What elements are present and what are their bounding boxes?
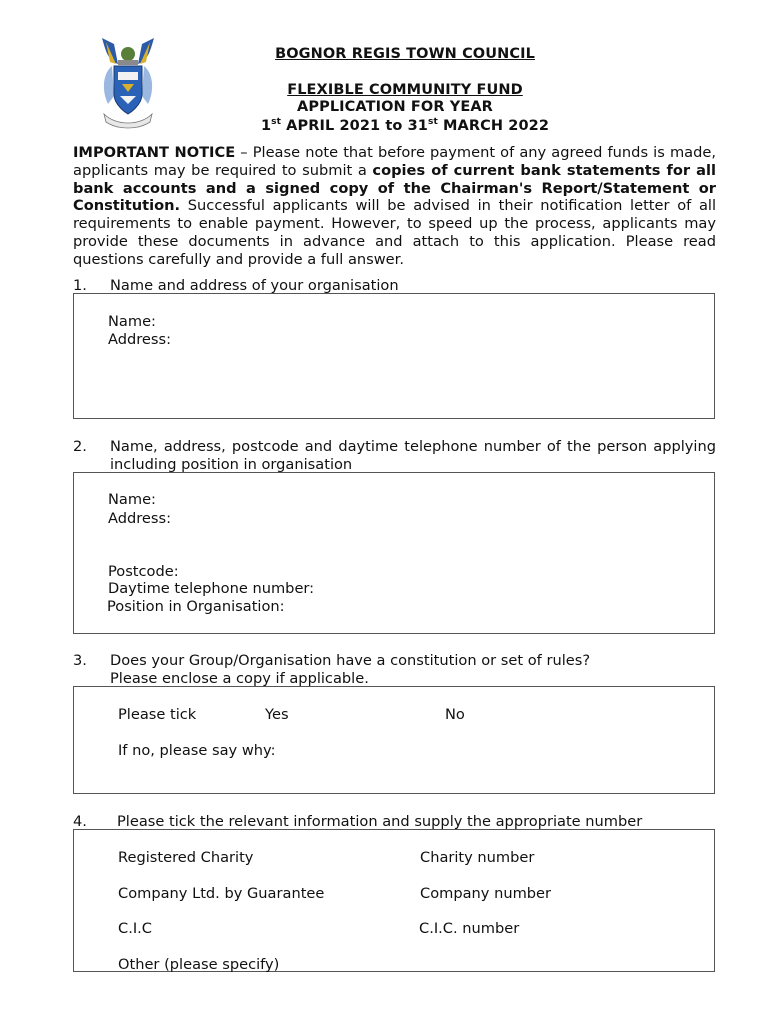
question-4-text: Please tick the relevant information and supply the appropriate number bbox=[117, 813, 643, 830]
cic-number-label: C.I.C. number bbox=[419, 920, 520, 937]
company-guarantee-option[interactable]: Company Ltd. by Guarantee bbox=[118, 885, 325, 902]
question-4-number: 4. bbox=[73, 813, 87, 830]
council-title: BOGNOR REGIS TOWN COUNCIL bbox=[275, 46, 535, 62]
please-tick-label: Please tick bbox=[118, 706, 197, 723]
question-2-number: 2. bbox=[73, 438, 87, 455]
question-3-number: 3. bbox=[73, 652, 87, 669]
question-1-text: Name and address of your organisation bbox=[110, 277, 399, 294]
no-option[interactable]: No bbox=[445, 706, 465, 723]
question-3-line-1: Does your Group/Organisation have a constitution or set of rules? bbox=[110, 652, 591, 669]
why-label: If no, please say why: bbox=[118, 742, 276, 759]
period-title: 1st APRIL 2021 to 31st MARCH 2022 bbox=[260, 117, 550, 134]
other-option[interactable]: Other (please specify) bbox=[118, 956, 280, 973]
question-2-text: Name, address, postcode and daytime telephone number of the person applying including position in organisation bbox=[110, 438, 716, 473]
cic-option[interactable]: C.I.C bbox=[118, 920, 152, 937]
important-notice: IMPORTANT NOTICE – Please note that before payment of any agreed funds is made, applicants may be required to submit a copies of current bank statements for all bank accounts and a signed copy of the Chairman's Report/Statement or Constitution. Successful applicants will be advised in their notification letter of all requirements to enable payment. However, to speed up the process, applicants may provide these documents in advance and attach to this application. Please read questions carefully and provide a full answer. bbox=[73, 144, 716, 268]
postcode-label: Postcode: bbox=[108, 563, 179, 580]
fund-title: FLEXIBLE COMMUNITY FUND bbox=[287, 82, 523, 98]
phone-label: Daytime telephone number: bbox=[108, 580, 315, 597]
org-name-label: Name: bbox=[108, 313, 156, 330]
org-address-label: Address: bbox=[108, 331, 172, 348]
applicant-name-label: Name: bbox=[108, 491, 156, 508]
question-3-line-2: Please enclose a copy if applicable. bbox=[110, 670, 369, 687]
registered-charity-option[interactable]: Registered Charity bbox=[118, 849, 254, 866]
application-title: APPLICATION FOR YEAR bbox=[297, 99, 493, 115]
council-crest-logo bbox=[96, 34, 160, 134]
applicant-address-label: Address: bbox=[108, 510, 172, 527]
company-number-label: Company number bbox=[420, 885, 552, 902]
charity-number-label: Charity number bbox=[420, 849, 535, 866]
question-1-number: 1. bbox=[73, 277, 87, 294]
organisation-details-box[interactable] bbox=[73, 293, 715, 419]
position-label: Position in Organisation: bbox=[107, 598, 285, 615]
yes-option[interactable]: Yes bbox=[265, 706, 289, 723]
constitution-box bbox=[73, 686, 715, 794]
